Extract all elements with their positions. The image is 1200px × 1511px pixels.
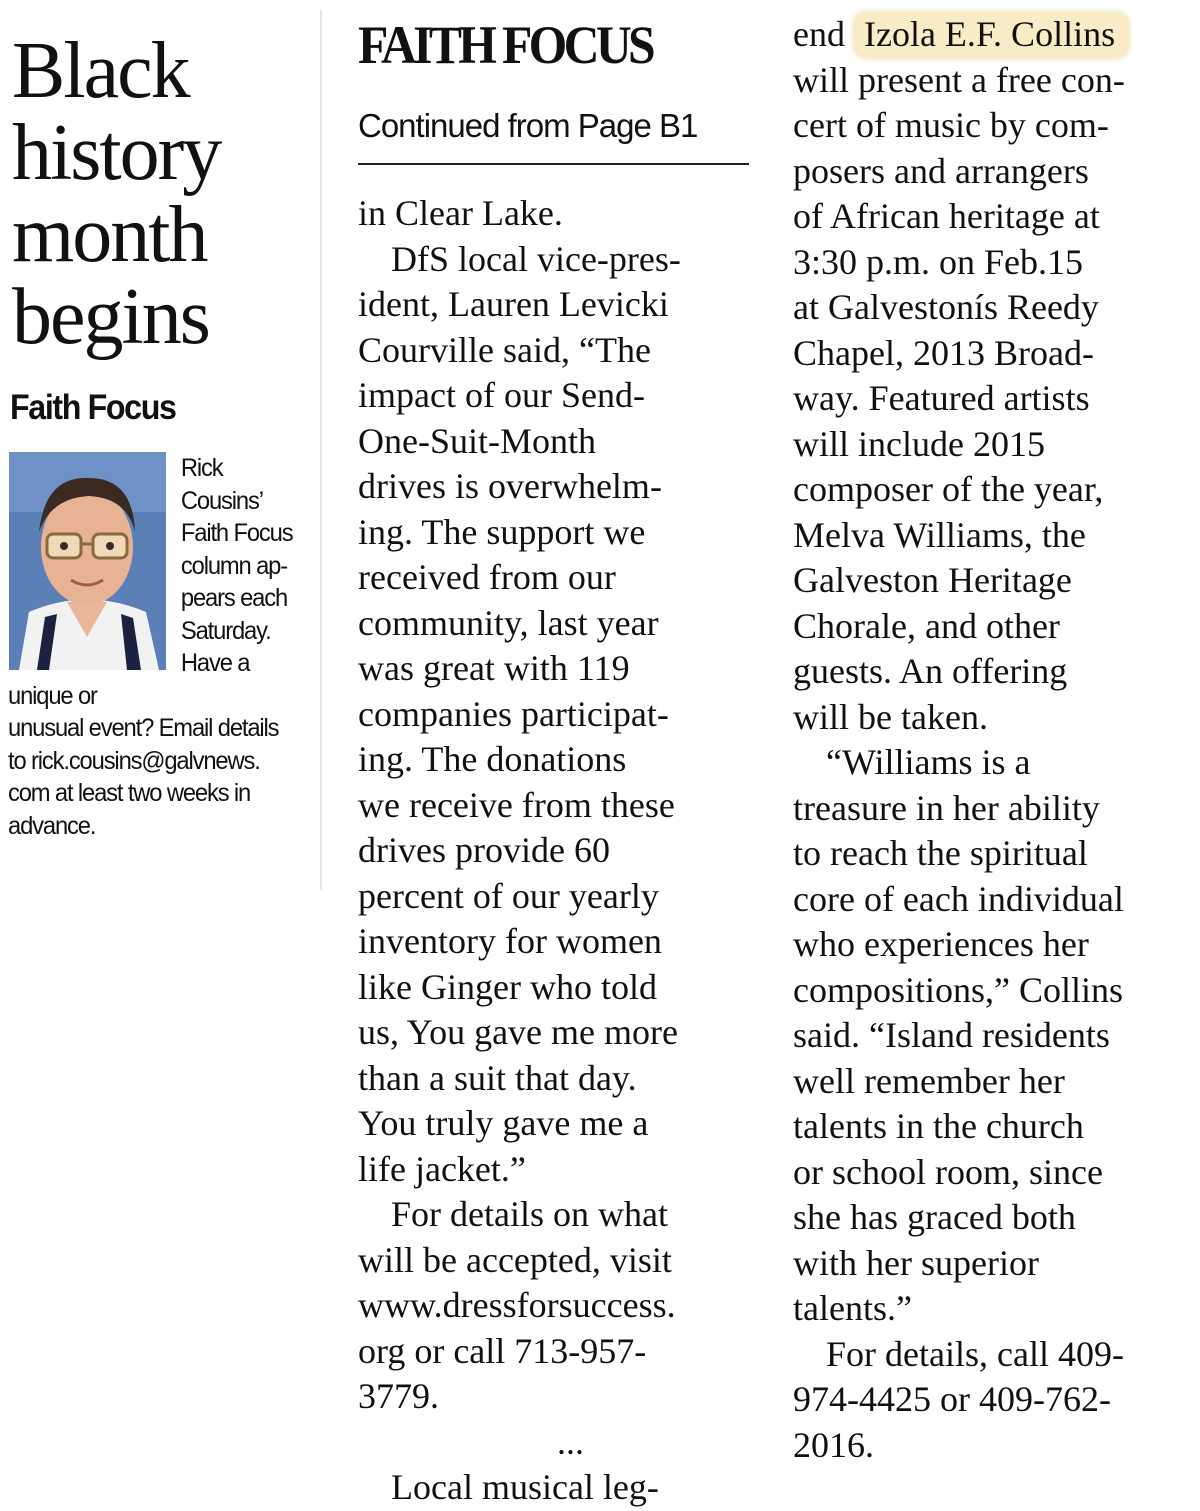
body-line: Melva Williams, the: [793, 514, 1086, 555]
body-line: like Ginger who told: [358, 966, 657, 1007]
highlighted-name: Izola E.F. Collins: [854, 12, 1129, 58]
body-line: impact of our Send-: [358, 375, 645, 415]
body-line: ing. The support we: [358, 511, 646, 552]
section-title: FAITH FOCUS: [358, 15, 652, 75]
body-line: who experiences her: [793, 924, 1089, 964]
body-line-first: [793, 12, 1193, 58]
body-line: treasure in her ability: [793, 787, 1100, 828]
body-line: said. “Island residents: [793, 1015, 1110, 1055]
article-column-right: [793, 0, 1193, 1468]
body-line: in Clear Lake.: [358, 193, 563, 233]
body-line: she has graced both: [793, 1197, 1076, 1237]
bio-text: Rick Cousins’ Faith Focus column ap- pears each Saturday. Have a unique or unusual event? Email details to rick.cousins@galvnews. com at least two weeks in advance.: [8, 454, 293, 840]
body-line: DfS local vice-pres-: [391, 238, 681, 279]
body-line: at Galvestonís Reedy: [793, 287, 1099, 327]
body-line: posers and arrangers: [793, 150, 1089, 191]
body-line: For details, call 409-: [826, 1333, 1124, 1374]
column-divider: [320, 10, 322, 890]
body-line: compositions,” Collins: [793, 969, 1124, 1010]
body-line: drives is overwhelm-: [358, 466, 662, 506]
body-line: Local musical leg-: [391, 1467, 659, 1507]
body-line: us, You gave me more: [358, 1012, 678, 1052]
body-word: end: [793, 14, 845, 54]
body-line: core of each individual: [793, 878, 1124, 919]
body-line: 2016.: [793, 1424, 874, 1465]
body-line: 974-4425 or 409-762-: [793, 1379, 1111, 1419]
body-line: will include 2015: [793, 423, 1045, 464]
body-line: 3:30 p.m. on Feb.15: [793, 241, 1084, 282]
column-kicker: Faith Focus: [10, 388, 176, 427]
body-line: cert of music by com-: [793, 105, 1109, 145]
body-line: received from our: [358, 557, 616, 597]
author-bio: [8, 452, 313, 842]
body-line: was great with 119: [358, 648, 630, 688]
body-line: Courville said, “The: [358, 329, 651, 370]
body-line: inventory for women: [358, 921, 662, 961]
body-line: Chorale, and other: [793, 605, 1060, 646]
headline-line: history: [12, 109, 221, 197]
body-line: or school room, since: [793, 1151, 1103, 1192]
section-break-ellipsis: ...: [557, 1421, 584, 1462]
body-line: life jacket.”: [358, 1148, 526, 1189]
article-body-middle: [358, 191, 753, 1511]
body-line: we receive from these: [358, 784, 675, 825]
article-body-right: [793, 12, 1193, 1468]
body-line: percent of our yearly: [358, 875, 659, 916]
body-line: will be taken.: [793, 696, 988, 737]
body-line: You truly gave me a: [358, 1103, 649, 1143]
body-line: with her superior: [793, 1242, 1039, 1283]
body-line: Galveston Heritage: [793, 560, 1072, 600]
headline-line: Black: [12, 27, 189, 115]
headline-line: month: [12, 191, 207, 279]
body-line: ing. The donations: [358, 739, 627, 779]
body-line: talents in the church: [793, 1106, 1084, 1146]
body-line: www.dressforsuccess.: [358, 1285, 676, 1325]
body-line: drives provide 60: [358, 830, 610, 870]
body-line: ident, Lauren Levicki: [358, 284, 669, 324]
body-line: “Williams is a: [826, 742, 1031, 782]
body-line: to reach the spiritual: [793, 833, 1088, 873]
headline-line: begins: [12, 273, 209, 361]
body-line: Chapel, 2013 Broad-: [793, 332, 1094, 373]
body-line: of African heritage at: [793, 196, 1100, 236]
section-rule: [358, 163, 749, 165]
body-line: will present a free con-: [793, 59, 1125, 100]
article-column-middle: [358, 0, 753, 1511]
body-line: One-Suit-Month: [358, 420, 596, 461]
body-line: companies participat-: [358, 693, 669, 734]
body-line: than a suit that day.: [358, 1057, 637, 1098]
body-line: composer of the year,: [793, 469, 1104, 509]
body-line: will be accepted, visit: [358, 1239, 672, 1280]
body-line: well remember her: [793, 1060, 1065, 1101]
body-line: org or call 713-957-: [358, 1330, 647, 1371]
body-line: talents.”: [793, 1288, 912, 1328]
body-line: 3779.: [358, 1376, 439, 1416]
body-line: guests. An offering: [793, 651, 1068, 691]
continued-from-label: Continued from Page B1: [358, 107, 698, 144]
sidebar-column: [8, 0, 313, 842]
body-line: community, last year: [358, 602, 659, 643]
body-line: For details on what: [391, 1194, 668, 1234]
headline: [12, 27, 313, 361]
body-line: way. Featured artists: [793, 378, 1090, 418]
